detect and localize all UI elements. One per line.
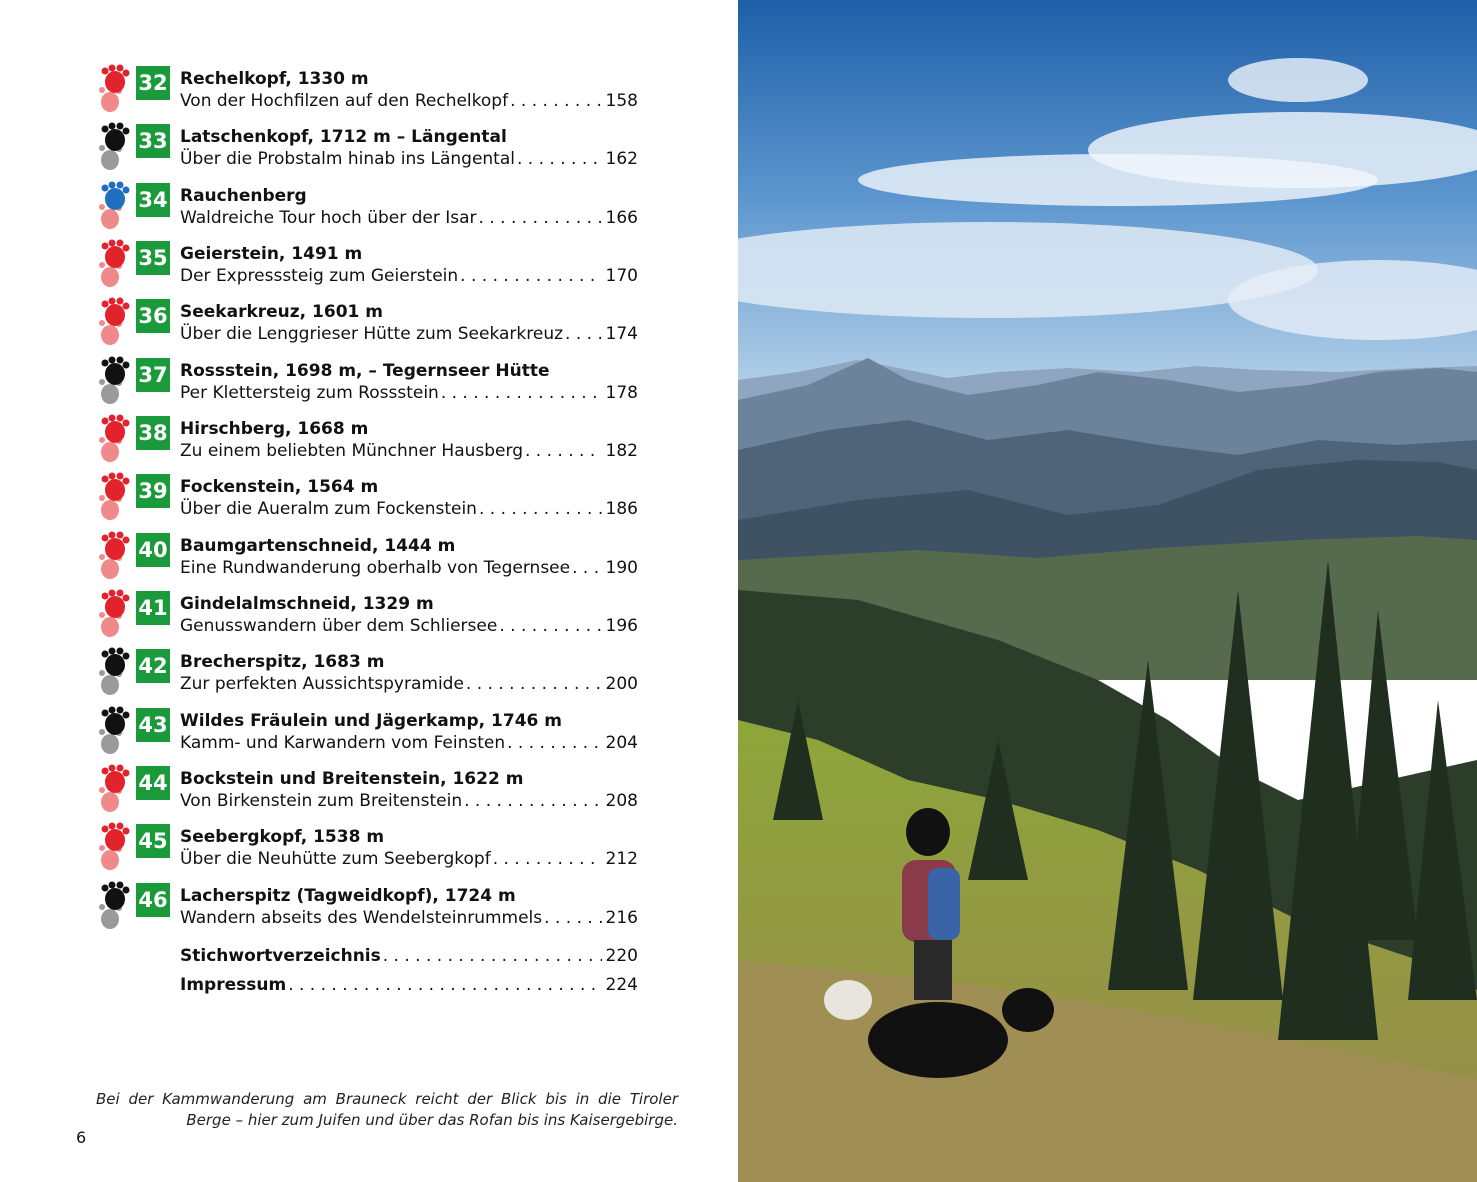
tour-title: Baumgartenschneid, 1444 m xyxy=(180,535,456,556)
tour-number-badge: 45 xyxy=(136,824,170,858)
tour-title: Wildes Fräulein und Jägerkamp, 1746 m xyxy=(180,710,562,731)
tour-subtitle: Kamm- und Karwandern vom Feinsten xyxy=(180,732,506,753)
page-number: 6 xyxy=(76,1128,87,1147)
tour-subtitle-line xyxy=(180,383,638,405)
tour-subtitle-line xyxy=(180,441,638,463)
tour-subtitle-line xyxy=(180,616,638,638)
dot-leader xyxy=(479,208,602,228)
difficulty-paw-icon xyxy=(96,531,130,583)
appendix-label: Impressum xyxy=(180,975,287,995)
dot-leader xyxy=(466,674,602,694)
difficulty-paw-icon xyxy=(96,589,130,641)
mountain-hiking-photo xyxy=(738,0,1477,1182)
tour-subtitle: Von der Hochfilzen auf den Rechelkopf xyxy=(180,91,509,111)
tour-title: Brecherspitz, 1683 m xyxy=(180,652,385,673)
tour-number-badge: 43 xyxy=(136,708,170,742)
appendix-entry[interactable] xyxy=(180,975,638,997)
tour-page-number: 158 xyxy=(605,91,638,111)
difficulty-paw-icon xyxy=(96,356,130,408)
tour-title: Gindelalmschneid, 1329 m xyxy=(180,593,434,614)
tour-number-badge: 44 xyxy=(136,766,170,800)
difficulty-paw-icon xyxy=(96,122,130,174)
tour-subtitle-line xyxy=(180,324,638,346)
tour-subtitle: Von Birkenstein zum Breitenstein xyxy=(180,790,463,811)
tour-subtitle: Zur perfekten Aussichtspyramide xyxy=(180,674,464,695)
tour-subtitle: Über die Lenggrieser Hütte zum Seekarkreuz xyxy=(180,324,564,345)
tour-number-badge: 41 xyxy=(136,591,170,625)
tour-number-badge: 39 xyxy=(136,474,170,508)
tour-subtitle-line xyxy=(180,674,638,696)
difficulty-paw-icon xyxy=(96,764,130,816)
tour-subtitle: Der Expresssteig zum Geierstein xyxy=(180,265,459,286)
tour-number-badge: 33 xyxy=(136,124,170,158)
tour-title: Fockenstein, 1564 m xyxy=(180,477,379,498)
tour-page-number: 216 xyxy=(605,907,638,928)
tour-subtitle: Über die Aueralm zum Fockenstein xyxy=(180,499,477,520)
tour-number-badge: 37 xyxy=(136,358,170,392)
tour-title: Seekarkreuz, 1601 m xyxy=(180,302,384,323)
tour-title: Seebergkopf, 1538 m xyxy=(180,827,385,848)
tour-subtitle: Über die Neuhütte zum Seebergkopf xyxy=(180,849,491,870)
dot-leader xyxy=(464,791,601,811)
tour-number-badge: 42 xyxy=(136,649,170,683)
tour-page-number: 200 xyxy=(605,674,638,695)
difficulty-paw-icon xyxy=(96,881,130,933)
dot-leader xyxy=(441,383,602,403)
tour-number-badge: 34 xyxy=(136,183,170,217)
tour-subtitle-line xyxy=(180,499,638,521)
dot-leader xyxy=(517,149,602,169)
difficulty-paw-icon xyxy=(96,64,130,116)
appendix-page-number: 220 xyxy=(605,946,638,966)
tour-subtitle: Zu einem beliebten Münchner Hausberg xyxy=(180,440,523,461)
tour-page-number: 162 xyxy=(605,149,638,170)
tour-page-number: 174 xyxy=(605,324,638,345)
tour-title: Bockstein und Breitenstein, 1622 m xyxy=(180,768,524,789)
tour-subtitle-line xyxy=(180,733,638,755)
tour-title: Latschenkopf, 1712 m – Längental xyxy=(180,127,507,148)
tour-page-number: 186 xyxy=(605,499,638,520)
tour-subtitle-line xyxy=(180,91,638,113)
tour-subtitle: Per Klettersteig zum Rossstein xyxy=(180,382,439,403)
dot-leader xyxy=(507,733,601,753)
tour-subtitle-line xyxy=(180,266,638,288)
tour-subtitle-line xyxy=(180,908,638,930)
tour-title: Hirschberg, 1668 m xyxy=(180,418,369,439)
tour-number-badge: 36 xyxy=(136,299,170,333)
appendix-label: Stichwortverzeichnis xyxy=(180,946,381,966)
photo-caption: Bei der Kammwanderung am Brauneck reicht der Blick bis in die Tiroler Berge – hier zum Juifen und über das Rofan bis ins Kaisergebirge. xyxy=(96,1090,678,1129)
dot-leader xyxy=(565,324,602,344)
tour-page-number: 204 xyxy=(605,732,638,753)
tour-number-badge: 46 xyxy=(136,883,170,917)
dot-leader xyxy=(479,499,602,519)
tour-subtitle-line xyxy=(180,791,638,813)
tour-page-number: 170 xyxy=(605,265,638,286)
tour-page-number: 178 xyxy=(605,382,638,403)
tour-title: Rechelkopf, 1330 m xyxy=(180,69,369,89)
tour-title: Rossstein, 1698 m, – Tegernseer Hütte xyxy=(180,360,550,381)
dot-leader xyxy=(572,558,601,578)
difficulty-paw-icon xyxy=(96,414,130,466)
difficulty-paw-icon xyxy=(96,181,130,233)
difficulty-paw-icon xyxy=(96,472,130,524)
tour-subtitle-line xyxy=(180,849,638,871)
dot-leader xyxy=(544,908,601,928)
tour-subtitle: Waldreiche Tour hoch über der Isar xyxy=(180,207,477,228)
difficulty-paw-icon xyxy=(96,822,130,874)
dot-leader xyxy=(525,441,602,461)
tour-title: Rauchenberg xyxy=(180,185,307,206)
dot-leader xyxy=(460,266,601,286)
left-page xyxy=(0,0,738,1182)
tour-number-badge: 35 xyxy=(136,241,170,275)
dot-leader xyxy=(493,849,602,869)
tour-subtitle-line xyxy=(180,208,638,230)
tour-subtitle-line xyxy=(180,558,638,580)
tour-number-badge: 40 xyxy=(136,533,170,567)
tour-page-number: 212 xyxy=(605,849,638,870)
appendix-entry[interactable] xyxy=(180,946,638,968)
tour-page-number: 190 xyxy=(605,557,638,578)
tour-number-badge: 38 xyxy=(136,416,170,450)
tour-subtitle-line xyxy=(180,149,638,171)
tour-subtitle: Eine Rundwanderung oberhalb von Tegernsee xyxy=(180,557,571,578)
tour-subtitle: Wandern abseits des Wendelsteinrummels xyxy=(180,907,543,928)
dot-leader xyxy=(288,975,601,995)
tour-subtitle: Genusswandern über dem Schliersee xyxy=(180,615,498,636)
toc-entry[interactable] xyxy=(0,885,738,953)
tour-number-badge: 32 xyxy=(136,66,170,100)
appendix-page-number: 224 xyxy=(605,975,638,995)
dot-leader xyxy=(383,946,602,966)
tour-title: Geierstein, 1491 m xyxy=(180,243,363,264)
difficulty-paw-icon xyxy=(96,239,130,291)
dot-leader xyxy=(499,616,601,636)
tour-subtitle: Über die Probstalm hinab ins Längental xyxy=(180,149,515,170)
difficulty-paw-icon xyxy=(96,706,130,758)
tour-title: Lacherspitz (Tagweidkopf), 1724 m xyxy=(180,885,516,906)
dot-leader xyxy=(510,91,601,111)
tour-page-number: 182 xyxy=(605,440,638,461)
difficulty-paw-icon xyxy=(96,647,130,699)
difficulty-paw-icon xyxy=(96,297,130,349)
tour-page-number: 208 xyxy=(605,790,638,811)
tour-page-number: 196 xyxy=(605,615,638,636)
tour-page-number: 166 xyxy=(605,207,638,228)
